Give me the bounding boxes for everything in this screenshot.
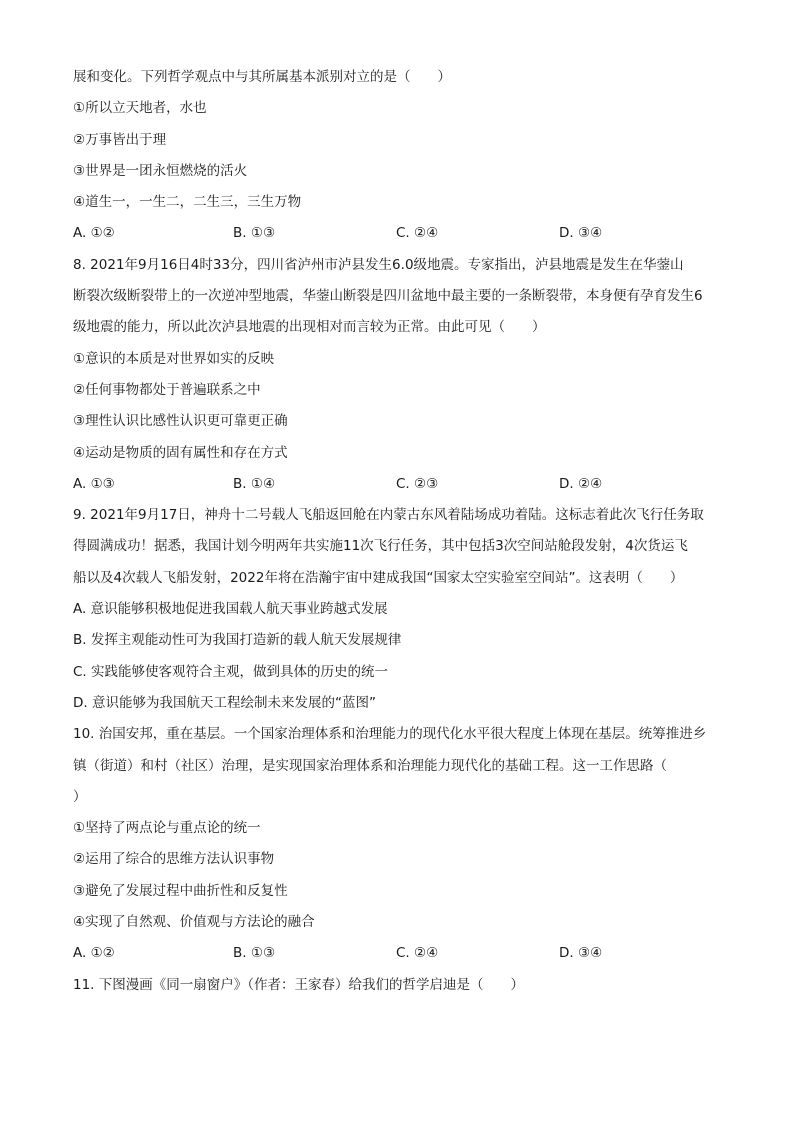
question-9: [73, 500, 733, 719]
option-c: C. ②④: [396, 945, 439, 962]
option-b: B. ①③: [233, 945, 276, 962]
option-a: A. ①②: [73, 945, 115, 962]
statement-4: ④道生一，一生二，二生三，三生万物: [73, 194, 302, 211]
question-7: [73, 62, 733, 250]
statement-1: ①所以立天地者，水也: [73, 100, 207, 117]
option-d: D. 意识能够为我国航天工程绘制未来发展的“蓝图”: [73, 694, 376, 711]
statement-4: ④实现了自然观、价值观与方法论的融合: [73, 914, 315, 931]
answer-options: [73, 938, 733, 969]
exam-page: [73, 62, 733, 1001]
question-stem: 11. 下图漫画《同一扇窗户》（作者：王家春）给我们的哲学启迪是（ ）: [73, 976, 525, 993]
option-b: B. ①③: [233, 225, 276, 242]
option-c: C. ②③: [396, 475, 439, 492]
option-c: C. 实践能够使客观符合主观，做到具体的历史的统一: [73, 663, 389, 680]
option-a: A. 意识能够积极地促进我国载人航天事业跨越式发展: [73, 601, 388, 618]
answer-options: [73, 469, 733, 500]
statement-3: ③避免了发展过程中曲折性和反复性: [73, 882, 288, 899]
question-stem-line: 级地震的能力，所以此次泸县地震的出现相对而言较为正常。由此可见（ ）: [73, 319, 546, 336]
question-stem-line: 9. 2021年9月17日，神舟十二号载人飞船返回舱在内蒙古东风着陆场成功着陆。这标志着此次飞行任务取: [73, 507, 704, 524]
statement-2: ②万事皆出于理: [73, 131, 167, 148]
question-stem-line: 船以及4次载人飞船发射，2022年将在浩瀚宇宙中建成我国“国家太空实验室空间站”。这表明（ ）: [73, 569, 684, 586]
statement-1: ①意识的本质是对世界如实的反映: [73, 350, 275, 367]
statement-3: ③世界是一团永恒燃烧的活火: [73, 162, 248, 179]
answer-options: [73, 218, 733, 249]
question-8: [73, 250, 733, 500]
statement-2: ②任何事物都处于普遍联系之中: [73, 381, 261, 398]
option-b: B. 发挥主观能动性可为我国打造新的载人航天发展规律: [73, 632, 402, 649]
question-stem-line: 10. 治国安邦，重在基层。一个国家治理体系和治理能力的现代化水平很大程度上体现在基层。统筹推进乡: [73, 726, 707, 743]
statement-3: ③理性认识比感性认识更可靠更正确: [73, 413, 288, 430]
option-a: A. ①②: [73, 225, 115, 242]
option-a: A. ①③: [73, 475, 115, 492]
statement-4: ④运动是物质的固有属性和存在方式: [73, 444, 288, 461]
question-11: [73, 970, 733, 1001]
option-c: C. ②④: [396, 225, 439, 242]
question-stem-line: 镇（街道）和村（社区）治理，是实现国家治理体系和治理能力现代化的基础工程。这一工作思路（: [73, 757, 667, 774]
question-stem-line: 断裂次级断裂带上的一次逆冲型地震，华蓥山断裂是四川盆地中最主要的一条断裂带，本身便有孕育发生6: [73, 288, 703, 305]
question-stem-line: 得圆满成功！据悉，我国计划今明两年共实施11次飞行任务，其中包括3次空间站舱段发射，4次货运飞: [73, 538, 688, 555]
option-d: D. ③④: [559, 225, 603, 242]
statement-1: ①坚持了两点论与重点论的统一: [73, 820, 261, 837]
statement-2: ②运用了综合的思维方法认识事物: [73, 851, 275, 868]
question-10: [73, 719, 733, 969]
option-b: B. ①④: [233, 475, 276, 492]
option-d: D. ③④: [559, 945, 603, 962]
question-stem-line: 8. 2021年9月16日4时33分，四川省泸州市泸县发生6.0级地震。专家指出，泸县地震是发生在华蓥山: [73, 256, 684, 273]
question-stem-line: ）: [73, 788, 87, 805]
question-stem: 展和变化。下列哲学观点中与其所属基本派别对立的是（ ）: [73, 69, 451, 85]
option-d: D. ②④: [559, 475, 603, 492]
